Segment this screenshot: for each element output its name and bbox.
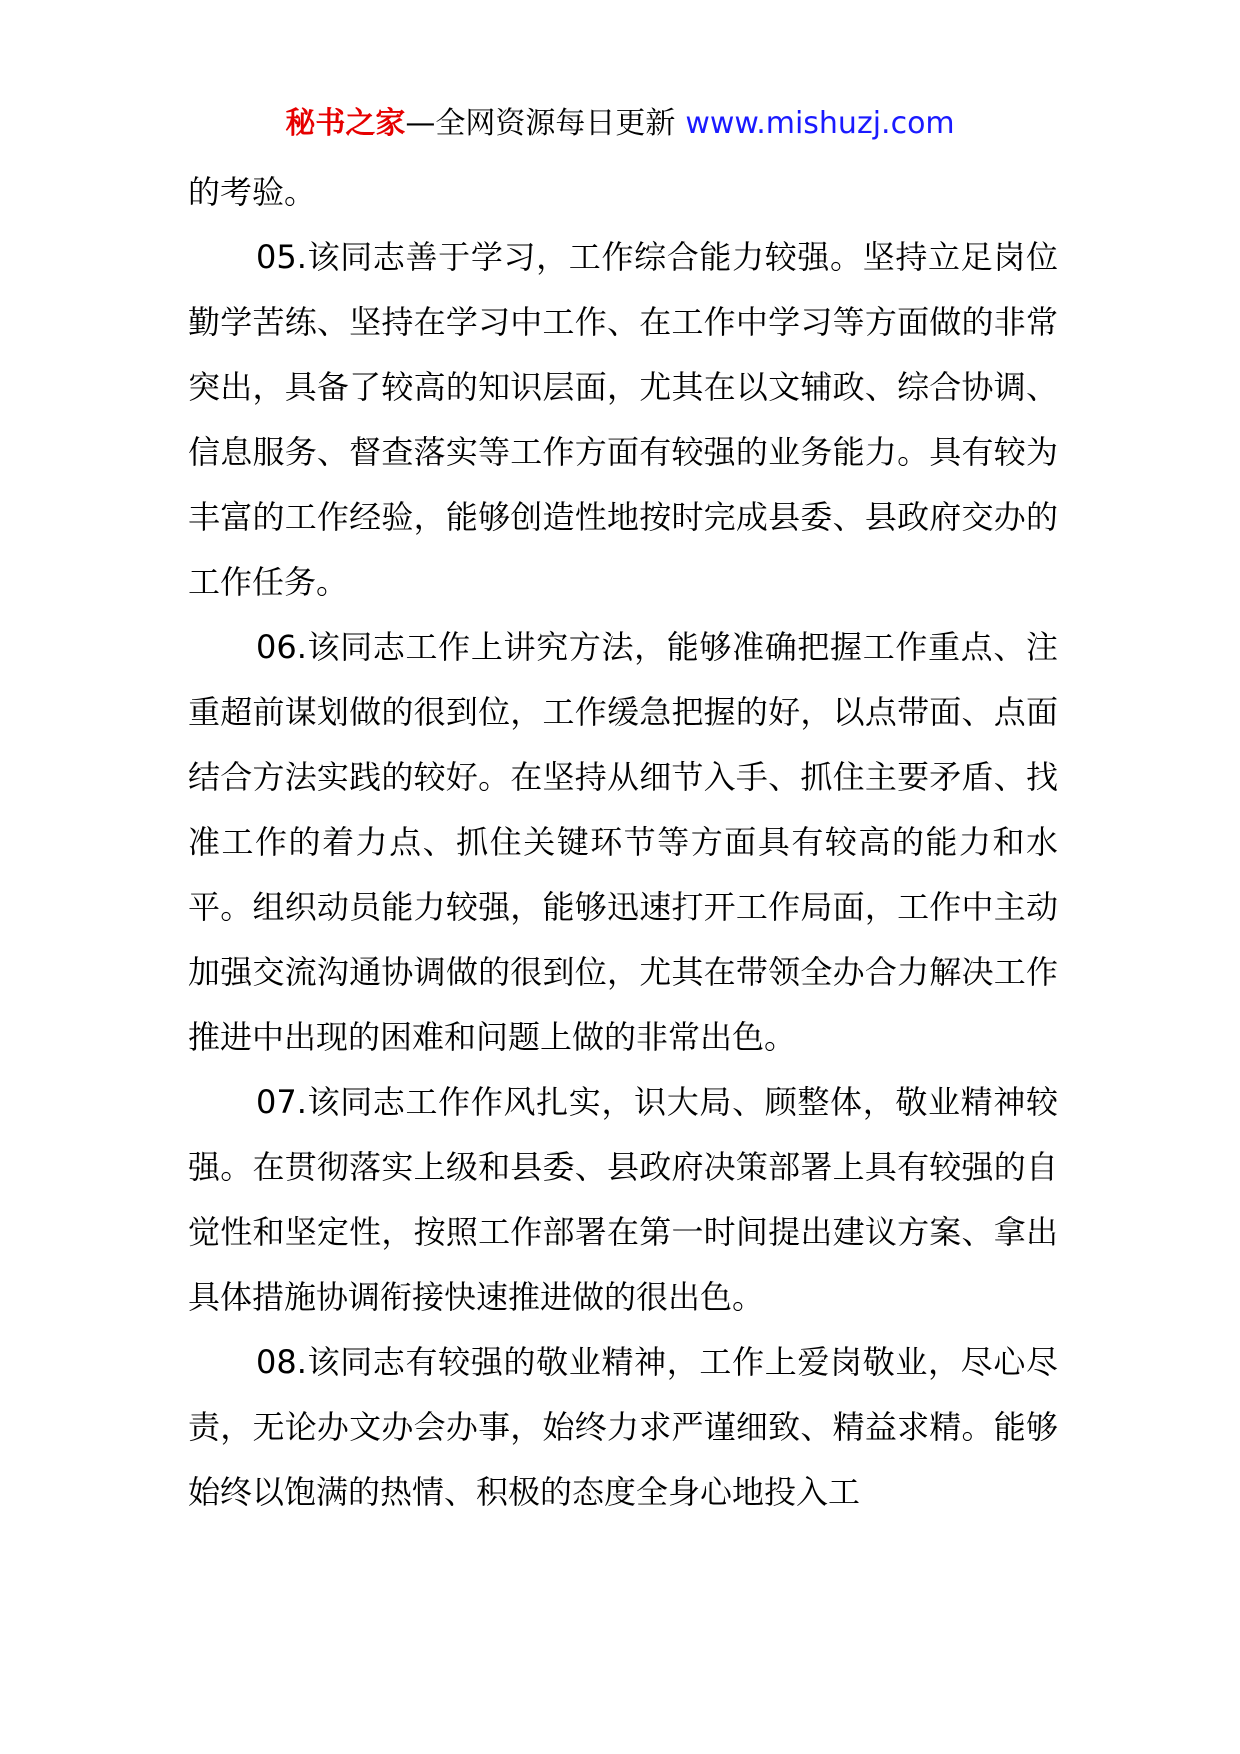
paragraph-08: 08.该同志有较强的敬业精神，工作上爱岗敬业，尽心尽责，无论办文办会办事，始终力求严谨细致、精益求精。能够始终以饱满的热情、积极的态度全身心地投入工 [188, 1343, 1058, 1511]
header-url-link[interactable]: www.mishuzj.com [685, 106, 955, 141]
paragraph-05: 05.该同志善于学习，工作综合能力较强。坚持立足岗位勤学苦练、坚持在学习中工作、在工作中学习等方面做的非常突出，具备了较高的知识层面，尤其在以文辅政、综合协调、信息服务、督查落实等工作方面有较强的业务能力。具有较为丰富的工作经验，能够创造性地按时完成县委、县政府交办的工作任务。 [188, 238, 1058, 601]
header-tagline: —全网资源每日更新 [405, 106, 676, 141]
page-header [0, 100, 1240, 148]
header-brand: 秘书之家 [285, 106, 406, 141]
paragraph-continuation: 的考验。 [188, 173, 317, 211]
document-body [188, 160, 1058, 1525]
paragraph-06: 06.该同志工作上讲究方法，能够准确把握工作重点、注重超前谋划做的很到位，工作缓急把握的好，以点带面、点面结合方法实践的较好。在坚持从细节入手、抓住主要矛盾、找准工作的着力点、抓住关键环节等方面具有较高的能力和水平。组织动员能力较强，能够迅速打开工作局面，工作中主动加强交流沟通协调做的很到位，尤其在带领全办合力解决工作推进中出现的困难和问题上做的非常出色。 [188, 628, 1058, 1056]
paragraph-07: 07.该同志工作作风扎实，识大局、顾整体，敬业精神较强。在贯彻落实上级和县委、县政府决策部署上具有较强的自觉性和坚定性，按照工作部署在第一时间提出建议方案、拿出具体措施协调衔接快速推进做的很出色。 [188, 1083, 1058, 1316]
